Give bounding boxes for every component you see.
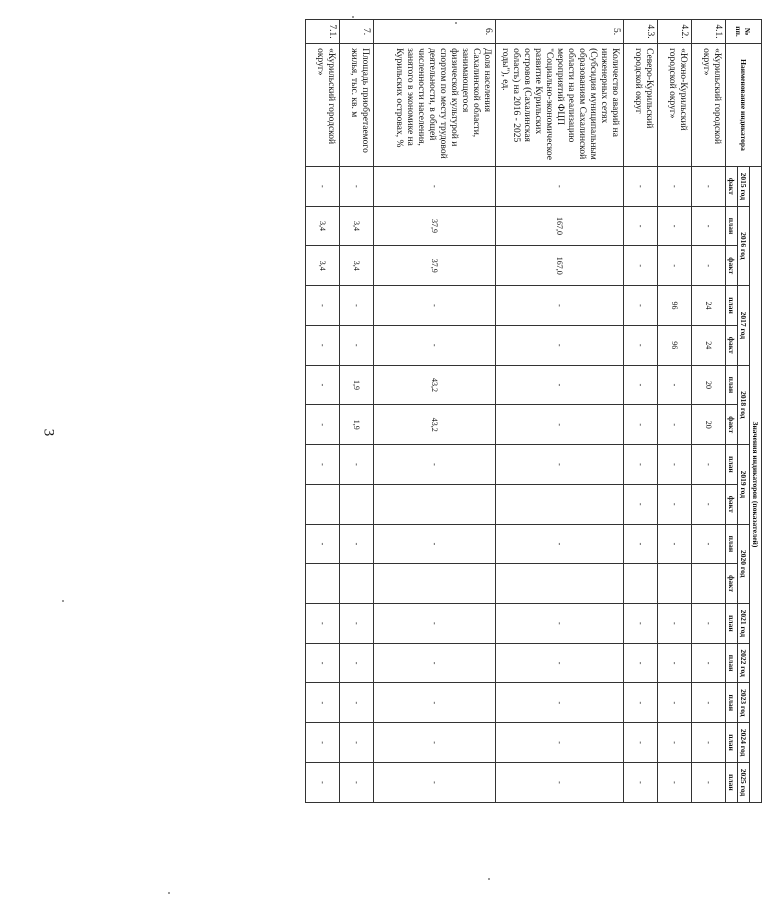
value-cell: 3,4 xyxy=(340,206,374,246)
value-cell: - xyxy=(658,246,692,286)
indicators-table xyxy=(305,19,762,803)
fact-header: факт xyxy=(726,166,738,206)
value-cell: - xyxy=(340,762,374,802)
value-cell: 96 xyxy=(658,286,692,326)
value-cell: - xyxy=(374,643,496,683)
value-cell: - xyxy=(340,604,374,644)
value-cell xyxy=(496,564,624,604)
value-cell: - xyxy=(496,405,624,445)
value-cell: - xyxy=(374,524,496,564)
table-row xyxy=(496,20,624,803)
value-cell: 24 xyxy=(692,325,726,365)
value-cell: - xyxy=(374,286,496,326)
value-cell: - xyxy=(692,524,726,564)
value-cell: 3,4 xyxy=(306,206,340,246)
indicator-name: Доля населения Сахалинской области, занимающегося физической культурой и спортом по месту трудовой деятельности, в общей численности населения, занятого в экономике на Курильских островах, % xyxy=(374,44,496,167)
value-cell xyxy=(374,564,496,604)
value-cell: 37,9 xyxy=(374,206,496,246)
value-cell: - xyxy=(624,206,658,246)
row-number: 7.1. xyxy=(306,20,340,44)
value-cell xyxy=(306,484,340,524)
value-cell: - xyxy=(624,166,658,206)
plan-header: план xyxy=(726,683,738,723)
value-cell xyxy=(624,564,658,604)
value-cell: 167,0 xyxy=(496,246,624,286)
plan-header: план xyxy=(726,723,738,763)
value-cell: - xyxy=(306,166,340,206)
table-row xyxy=(374,20,496,803)
row-number: 7. xyxy=(340,20,374,44)
value-cell: - xyxy=(624,246,658,286)
value-cell: - xyxy=(624,445,658,485)
row-number: 5. xyxy=(496,20,624,44)
plan-header: план xyxy=(726,643,738,683)
value-cell: - xyxy=(374,445,496,485)
value-cell: - xyxy=(340,723,374,763)
indicator-name: Площадь приобретаемого жилья, тыс. кв. м xyxy=(340,44,374,167)
year-header: 2025 год xyxy=(738,762,750,802)
value-cell: - xyxy=(624,365,658,405)
value-cell: - xyxy=(496,643,624,683)
scan-speck xyxy=(62,600,64,602)
value-cell: - xyxy=(340,286,374,326)
value-cell xyxy=(306,564,340,604)
value-cell: - xyxy=(306,405,340,445)
value-cell: - xyxy=(692,723,726,763)
value-cell: - xyxy=(340,166,374,206)
value-cell: 43,2 xyxy=(374,405,496,445)
header-name: Наименование индикатора xyxy=(726,44,762,167)
value-cell: 1,9 xyxy=(340,365,374,405)
scan-speck xyxy=(168,892,170,894)
value-cell: - xyxy=(692,246,726,286)
plan-header: план xyxy=(726,445,738,485)
value-cell: - xyxy=(496,286,624,326)
value-cell: - xyxy=(658,484,692,524)
value-cell: - xyxy=(306,325,340,365)
value-cell: - xyxy=(692,484,726,524)
value-cell: - xyxy=(658,762,692,802)
year-header: 2022 год xyxy=(738,643,750,683)
table-row xyxy=(624,20,658,803)
value-cell: - xyxy=(624,286,658,326)
value-cell: - xyxy=(306,643,340,683)
value-cell: - xyxy=(624,643,658,683)
plan-header: план xyxy=(726,524,738,564)
value-cell xyxy=(374,484,496,524)
header-values: Значения индикаторов (показателей) xyxy=(750,166,762,802)
value-cell: - xyxy=(340,325,374,365)
value-cell xyxy=(658,564,692,604)
header-num: № пп. xyxy=(726,20,762,44)
value-cell: - xyxy=(374,325,496,365)
value-cell: - xyxy=(340,683,374,723)
fact-header: факт xyxy=(726,405,738,445)
value-cell: - xyxy=(496,365,624,405)
value-cell: - xyxy=(658,445,692,485)
value-cell: - xyxy=(496,762,624,802)
value-cell: - xyxy=(496,325,624,365)
value-cell: - xyxy=(658,604,692,644)
indicator-name: Количество аварий на инженерных сетях (Субсидия муниципальным образованиям Сахалинской области на реализацию мероприятий ФЦП "Социально-экономическое развитие Курильских островов (Сахалинская область) на 2016 - 2025 годы"), ед. xyxy=(496,44,624,167)
table-row xyxy=(340,20,374,803)
value-cell: - xyxy=(658,365,692,405)
indicator-name: «Курильский городской округ» xyxy=(306,44,340,167)
value-cell: - xyxy=(624,723,658,763)
plan-header: план xyxy=(726,286,738,326)
value-cell: - xyxy=(624,524,658,564)
value-cell: - xyxy=(374,166,496,206)
year-header: 2015 год xyxy=(738,166,750,206)
value-cell: 167,0 xyxy=(496,206,624,246)
value-cell: - xyxy=(658,524,692,564)
value-cell xyxy=(340,564,374,604)
value-cell: - xyxy=(496,683,624,723)
value-cell: - xyxy=(624,762,658,802)
indicator-name: «Курильский городской округ» xyxy=(692,44,726,167)
row-number: 4.3. xyxy=(624,20,658,44)
value-cell xyxy=(340,484,374,524)
value-cell: - xyxy=(624,405,658,445)
value-cell: - xyxy=(624,683,658,723)
value-cell xyxy=(692,564,726,604)
value-cell: - xyxy=(340,524,374,564)
table-row xyxy=(306,20,340,803)
value-cell: 37,9 xyxy=(374,246,496,286)
value-cell: - xyxy=(658,206,692,246)
value-cell: - xyxy=(306,524,340,564)
value-cell: - xyxy=(496,445,624,485)
plan-header: план xyxy=(726,365,738,405)
row-number: 4.1. xyxy=(692,20,726,44)
rotated-table-container xyxy=(308,19,762,803)
value-cell: - xyxy=(692,166,726,206)
table-row xyxy=(692,20,726,803)
value-cell: - xyxy=(374,683,496,723)
plan-header: план xyxy=(726,762,738,802)
year-header: 2023 год xyxy=(738,683,750,723)
value-cell: - xyxy=(496,524,624,564)
value-cell: - xyxy=(692,206,726,246)
value-cell: - xyxy=(340,643,374,683)
year-header: 2021 год xyxy=(738,604,750,644)
scan-speck xyxy=(455,22,457,24)
year-header: 2016 год xyxy=(738,206,750,285)
value-cell: - xyxy=(306,762,340,802)
fact-header: факт xyxy=(726,246,738,286)
value-cell: 1,9 xyxy=(340,405,374,445)
value-cell: - xyxy=(374,604,496,644)
value-cell: - xyxy=(692,683,726,723)
value-cell: - xyxy=(692,643,726,683)
value-cell: - xyxy=(692,604,726,644)
value-cell: - xyxy=(306,723,340,763)
value-cell: - xyxy=(496,166,624,206)
value-cell: 20 xyxy=(692,405,726,445)
value-cell: - xyxy=(692,762,726,802)
value-cell: - xyxy=(624,484,658,524)
row-number: 4.2. xyxy=(658,20,692,44)
value-cell: - xyxy=(658,166,692,206)
value-cell xyxy=(496,484,624,524)
plan-header: план xyxy=(726,206,738,246)
scan-speck xyxy=(352,16,354,18)
value-cell: - xyxy=(496,604,624,644)
year-header: 2020 год xyxy=(738,524,750,603)
year-header: 2019 год xyxy=(738,445,750,524)
value-cell: 3,4 xyxy=(306,246,340,286)
value-cell: - xyxy=(306,604,340,644)
row-number: 6. xyxy=(374,20,496,44)
table-row xyxy=(658,20,692,803)
value-cell: - xyxy=(624,604,658,644)
indicator-name: «Южно-Курильский городской округ» xyxy=(658,44,692,167)
fact-header: факт xyxy=(726,564,738,604)
value-cell: - xyxy=(496,723,624,763)
value-cell: - xyxy=(374,762,496,802)
indicator-name: Северо-Курильский городской округ xyxy=(624,44,658,167)
scan-speck xyxy=(488,878,490,880)
value-cell: - xyxy=(340,445,374,485)
value-cell: - xyxy=(306,683,340,723)
value-cell: 3,4 xyxy=(340,246,374,286)
fact-header: факт xyxy=(726,484,738,524)
value-cell: 43,2 xyxy=(374,365,496,405)
value-cell: 20 xyxy=(692,365,726,405)
value-cell: - xyxy=(658,683,692,723)
value-cell: - xyxy=(306,286,340,326)
value-cell: - xyxy=(306,365,340,405)
plan-header: план xyxy=(726,604,738,644)
year-header: 2024 год xyxy=(738,723,750,763)
value-cell: - xyxy=(624,325,658,365)
year-header: 2018 год xyxy=(738,365,750,444)
value-cell: 96 xyxy=(658,325,692,365)
value-cell: - xyxy=(306,445,340,485)
value-cell: - xyxy=(692,445,726,485)
value-cell: - xyxy=(374,723,496,763)
value-cell: - xyxy=(658,723,692,763)
value-cell: - xyxy=(658,643,692,683)
year-header: 2017 год xyxy=(738,286,750,365)
page-number: 3 xyxy=(40,428,57,437)
fact-header: факт xyxy=(726,325,738,365)
value-cell: - xyxy=(658,405,692,445)
value-cell: 24 xyxy=(692,286,726,326)
